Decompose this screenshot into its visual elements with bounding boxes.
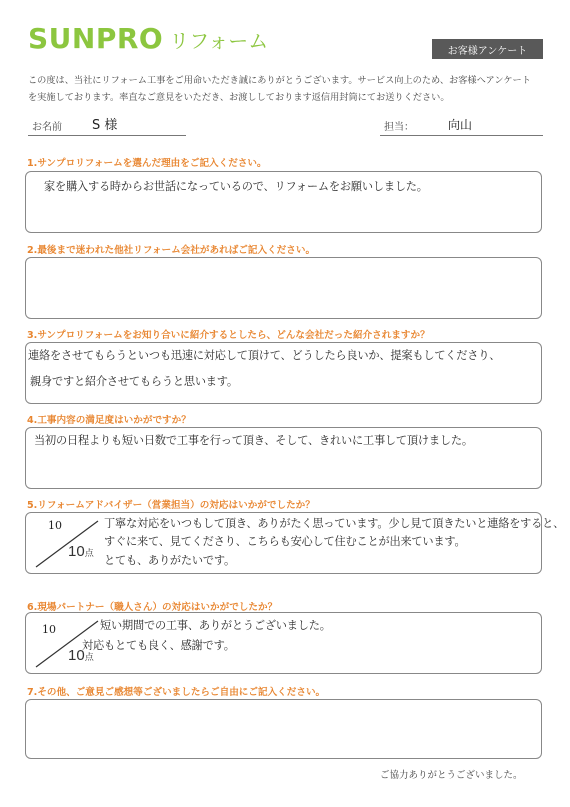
advisor-score bbox=[32, 515, 102, 571]
advisor-score-total-number: 10 bbox=[68, 543, 85, 560]
partner-score-value: 10 bbox=[42, 623, 56, 636]
customer-name-value: S 様 bbox=[92, 118, 118, 133]
advisor-score-total bbox=[68, 543, 94, 560]
question-3-label: 3.サンプロリフォームをお知り合いに紹介するとしたら、どんな会社だった紹介されますか？ bbox=[27, 330, 430, 341]
customer-name-label: お名前 bbox=[32, 122, 62, 133]
question-4-label: 4.工事内容の満足度はいかがですか？ bbox=[27, 415, 191, 426]
question-6-answer-line: 短い期間での工事、ありがとうございました。 bbox=[100, 619, 331, 632]
question-5-answer-box bbox=[25, 512, 565, 574]
question-1-answer-line: 家を購入する時からお世話になっているので、リフォームをお願いしました。 bbox=[44, 180, 428, 193]
question-2-label: 2.最後まで迷われた他社リフォーム会社があればご記入ください。 bbox=[27, 245, 316, 256]
intro-text bbox=[28, 72, 548, 106]
question-6-label: 6.現場パートナー（職人さん）の対応はいかがでしたか？ bbox=[27, 602, 278, 613]
question-4-answer-box bbox=[25, 427, 542, 489]
partner-score-total-number: 10 bbox=[68, 647, 85, 664]
question-3-answer-box bbox=[25, 342, 542, 404]
logo-main-text: SUNPRO bbox=[28, 22, 164, 55]
customer-name-field bbox=[28, 116, 186, 136]
question-2-answer-box bbox=[25, 257, 542, 319]
advisor-score-value: 10 bbox=[48, 519, 62, 532]
intro-line-2: を実施しております。率直なご意見をいただき、お渡ししております返信用封筒にてお送りください。 bbox=[28, 92, 450, 103]
question-5-label: 5.リフォームアドバイザー（営業担当）の対応はいかがでしたか？ bbox=[27, 500, 315, 511]
question-3-answer-line: 連絡をさせてもらうといつも迅速に対応して頂けて、どうしたら良いか、提案もしてくださり、 bbox=[28, 349, 501, 362]
question-5-answer-line: 丁寧な対応をいつもして頂き、ありがたく思っています。少し見て頂きたいと連絡をすると、 bbox=[104, 517, 565, 530]
staff-field bbox=[380, 116, 543, 136]
question-5-answer-line: とても、ありがたいです。 bbox=[104, 554, 235, 567]
question-4-answer-line: 当初の日程よりも短い日数で工事を行って頂き、そして、きれいに工事して頂けました。 bbox=[34, 434, 473, 447]
question-1-answer-box bbox=[25, 171, 542, 233]
logo-sub-text: リフォーム bbox=[169, 29, 269, 53]
footer-thanks: ご協力ありがとうございました。 bbox=[380, 770, 523, 781]
intro-line-1: この度は、当社にリフォーム工事をご用命いただき誠にありがとうございます。サービス向上のため、お客様へアンケート bbox=[28, 75, 531, 86]
staff-value: 向山 bbox=[448, 118, 473, 132]
staff-label: 担当： bbox=[384, 122, 414, 133]
question-1-label: 1.サンプロリフォームを選んだ理由をご記入ください。 bbox=[27, 158, 267, 169]
question-6-answer-box bbox=[25, 612, 542, 674]
question-3-answer-line: 親身ですと紹介させてもらうと思います。 bbox=[30, 375, 238, 388]
partner-score-unit: 点 bbox=[84, 652, 94, 662]
survey-badge: お客様アンケート bbox=[432, 39, 543, 59]
question-7-answer-box bbox=[25, 699, 542, 759]
sunpro-logo bbox=[28, 22, 268, 56]
question-7-label: 7.その他、ご意見ご感想等ございましたらご自由にご記入ください。 bbox=[27, 687, 326, 698]
question-5-answer-line: すぐに来て、見てくださり、こちらも安心して住むことが出来ています。 bbox=[104, 535, 466, 548]
advisor-score-unit: 点 bbox=[84, 548, 94, 558]
question-6-answer-line: 対応もとても良く、感謝です。 bbox=[82, 639, 235, 652]
